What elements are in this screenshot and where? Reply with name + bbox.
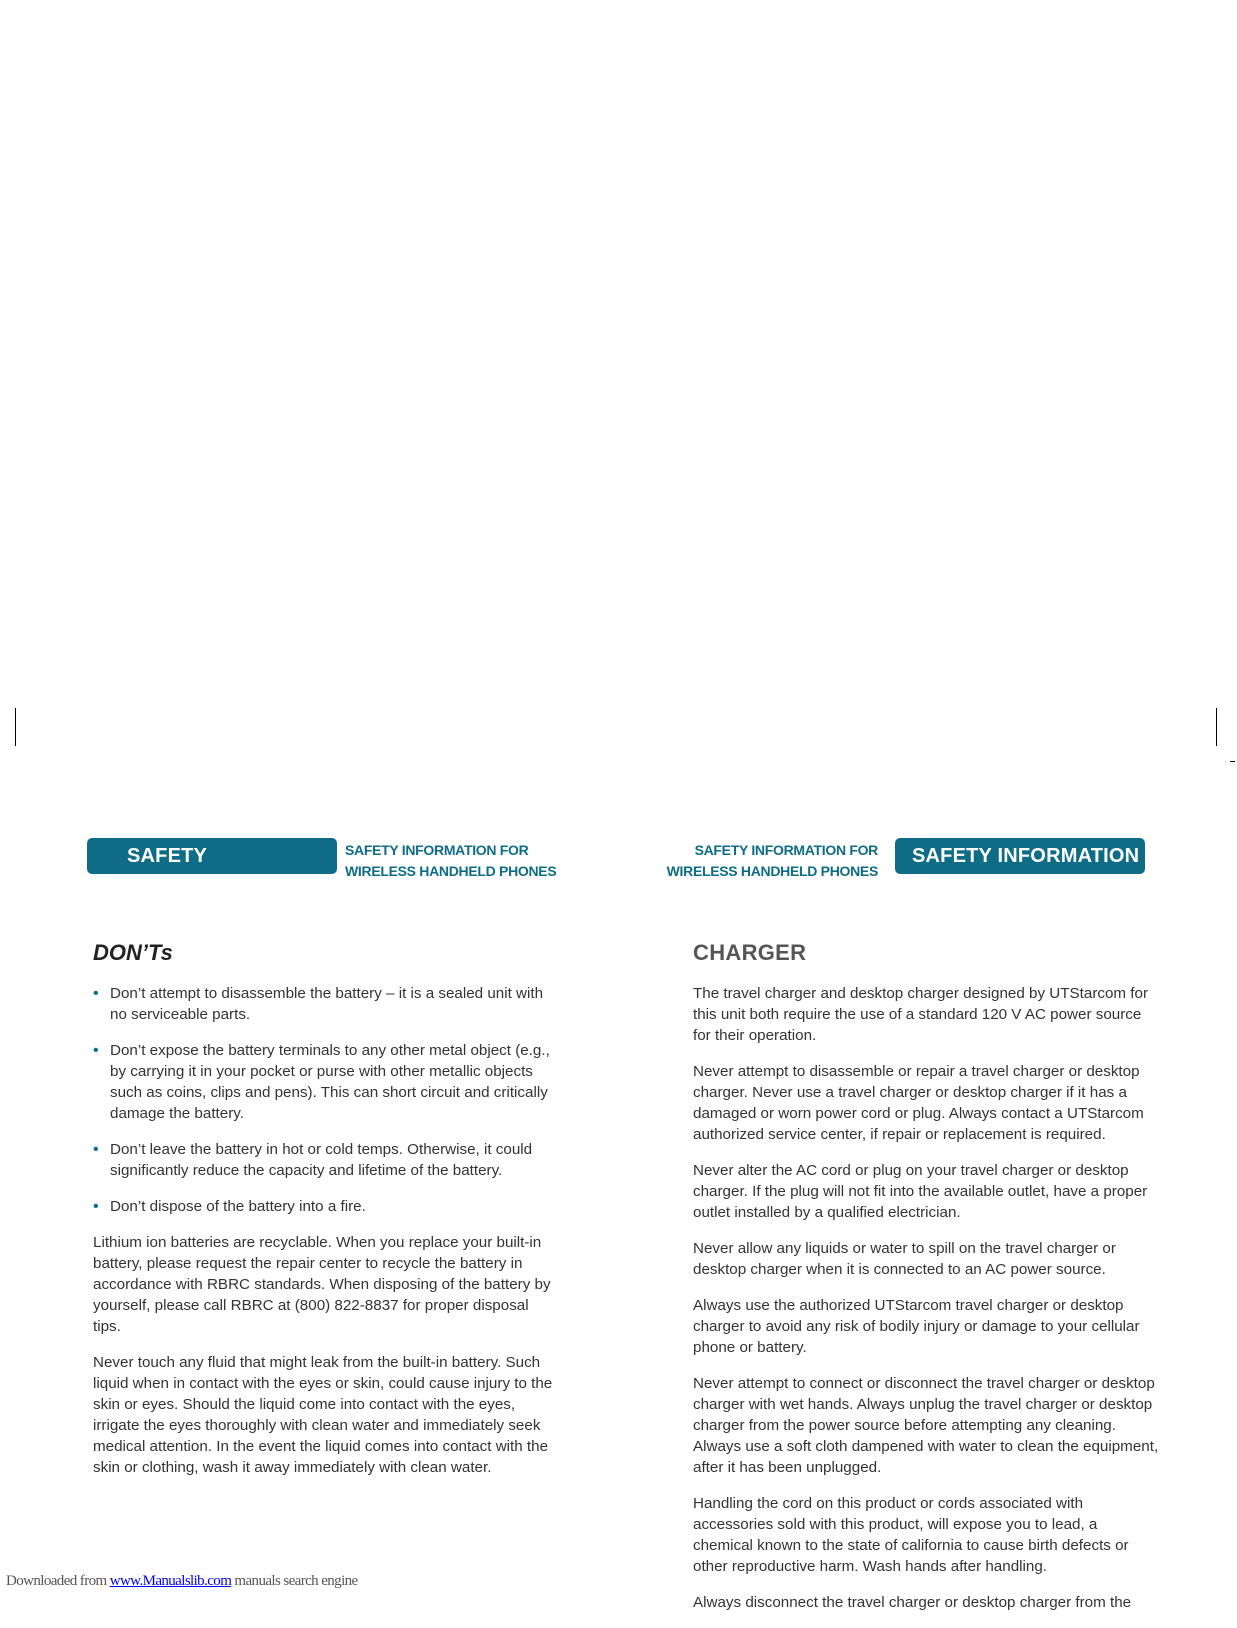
section-tab-label: SAFETY INFORMATION: [127, 845, 269, 903]
crop-mark-left: [15, 708, 16, 746]
charger-paragraph: Always use the authorized UTStarcom travel charger or desktop charger to avoid any risk of bodily injury or damage to your cellular phone or battery.: [693, 1297, 1140, 1356]
manualslib-link[interactable]: www.Manualslib.com: [109, 1573, 232, 1589]
list-item: [93, 983, 553, 1025]
crop-mark-dash: [1230, 761, 1235, 762]
footer-prefix: Downloaded from: [6, 1573, 110, 1589]
header-subtitle-line2: WIRELESS HANDHELD PHONES: [345, 863, 557, 879]
charger-paragraph: Always disconnect the travel charger or desktop charger from the: [693, 1594, 1132, 1611]
charger-paragraph: Never attempt to connect or disconnect the travel charger or desktop charger with wet hands. Always unplug the travel charger or desktop charger from the power source before attempting any cleaning. Always use a soft cloth dampened with water to clean the equipment, after it has been unplugged.: [693, 1375, 1159, 1476]
bullet-icon: •: [93, 1141, 99, 1158]
header-subtitle-left: [345, 840, 565, 882]
left-page-content: [93, 938, 553, 1493]
list-item: [93, 1139, 553, 1181]
section-tab-label: SAFETY INFORMATION: [912, 845, 1140, 867]
charger-heading: CHARGER: [693, 940, 807, 965]
list-item-text: Don’t expose the battery terminals to any other metal object (e.g., by carrying it in your pocket or purse with other metallic objects such as coins, clips and pens). This can short circuit and critically damage the battery.: [110, 1042, 550, 1122]
charger-paragraph: Never alter the AC cord or plug on your travel charger or desktop charger. If the plug will not fit into the available outlet, have a proper outlet installed by a qualified electrician.: [693, 1162, 1148, 1221]
charger-paragraph: Handling the cord on this product or cords associated with accessories sold with this product, will expose you to lead, a chemical known to the state of california to cause birth defects or other reproductive harm. Wash hands after handling.: [693, 1495, 1129, 1575]
header-subtitle-line1: SAFETY INFORMATION FOR: [694, 842, 878, 858]
donts-heading: DON’Ts: [93, 940, 173, 965]
header-subtitle-right: [660, 840, 878, 882]
charger-paragraph: Never attempt to disassemble or repair a travel charger or desktop charger. Never use a travel charger or desktop charger if it has a damaged or worn power cord or plug. Always contact a UTStarcom authorized service center, if repair or replacement is required.: [693, 1063, 1144, 1143]
list-item-text: Don’t attempt to disassemble the battery – it is a sealed unit with no serviceable parts.: [110, 985, 544, 1023]
charger-paragraph: The travel charger and desktop charger designed by UTStarcom for this unit both require the use of a standard 120 V AC power source for their operation.: [693, 985, 1149, 1044]
right-page-content: [693, 938, 1159, 1628]
section-tab-right: [895, 838, 1145, 874]
header-subtitle-line2: WIRELESS HANDHELD PHONES: [666, 863, 878, 879]
donts-list: [93, 983, 553, 1217]
recycling-paragraph: Lithium ion batteries are recyclable. When you replace your built-in battery, please request the repair center to recycle the battery in accordance with RBRC standards. When disposing of the battery by yourself, please call RBRC at (800) 822-8837 for proper disposal tips.: [93, 1234, 551, 1335]
bullet-icon: •: [93, 1042, 99, 1059]
list-item: [93, 1040, 553, 1124]
list-item-text: Don’t leave the battery in hot or cold temps. Otherwise, it could significantly reduce the capacity and lifetime of the battery.: [110, 1141, 533, 1179]
list-item: [93, 1196, 553, 1217]
fluid-warning-paragraph: Never touch any fluid that might leak from the built-in battery. Such liquid when in contact with the eyes or skin, could cause injury to the skin or eyes. Should the liquid come into contact with the eyes, irrigate the eyes thoroughly with clean water and immediately seek medical attention. In the event the liquid comes into contact with the skin or clothing, wash it away immediately with clean water.: [93, 1354, 553, 1476]
charger-paragraph: Never allow any liquids or water to spill on the travel charger or desktop charger when it is connected to an AC power source.: [693, 1240, 1116, 1278]
footer-suffix: manuals search engine: [231, 1573, 358, 1589]
list-item-text: Don’t dispose of the battery into a fire.: [110, 1198, 366, 1215]
bullet-icon: •: [93, 1198, 99, 1215]
header-subtitle-line1: SAFETY INFORMATION FOR: [345, 842, 529, 858]
crop-mark-right: [1216, 708, 1217, 746]
download-footer: [6, 1573, 358, 1590]
bullet-icon: •: [93, 985, 99, 1002]
section-tab-left: [87, 838, 337, 903]
